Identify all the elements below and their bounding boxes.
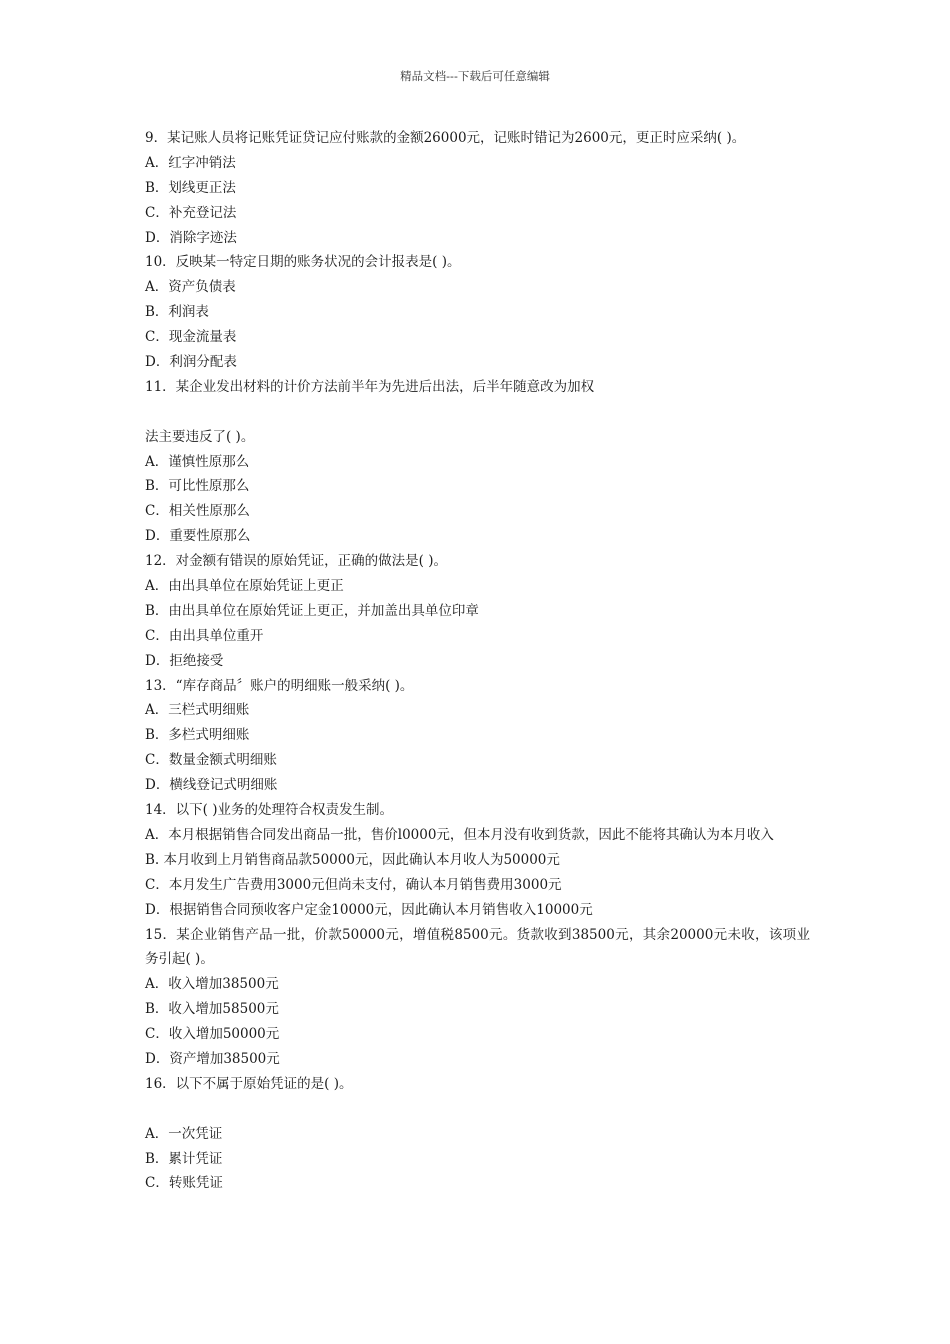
text-line: A．收入增加38500元 [145,976,279,993]
text-line: C．由出具单位重开 [145,627,264,644]
text-line: B．累计凭证 [145,1150,223,1167]
text-line: 14．以下( )业务的处理符合权责发生制。 [145,802,394,819]
text-line: B．划线更正法 [145,179,236,196]
text-line: B．可比性原那么 [145,478,250,495]
text-line: A．由出具单位在原始凭证上更正 [145,578,344,595]
text-line: A．一次凭证 [145,1125,223,1142]
text-line: B．利润表 [145,304,209,321]
text-line: C．转账凭证 [145,1175,223,1192]
text-line: 法主要违反了( )。 [145,428,255,445]
text-line: D．拒绝接受 [145,652,224,669]
page-header: 精品文档---下载后可任意编辑 [400,69,550,83]
text-line: D．横线登记式明细账 [145,777,278,794]
text-line: D．重要性原那么 [145,528,251,545]
text-line: D．根据销售合同预收客户定金10000元，因此确认本月销售收入10000元 [145,901,593,918]
text-line: D．消除字迹法 [145,229,237,246]
text-line: 16．以下不属于原始凭证的是( )。 [145,1075,353,1092]
text-line: 15．某企业销售产品一批，价款50000元，增值税8500元。货款收到38500元，其余20000元未收，该项业务引起( )。 [145,926,810,968]
text-line: C．现金流量表 [145,329,237,346]
text-line: 13．“库存商品〞账户的明细账一般采纳( )。 [145,677,414,694]
text-line: 12．对金额有错误的原始凭证，正确的做法是( )。 [145,553,448,570]
text-line: D．资产增加38500元 [145,1051,280,1067]
text-line: 11．某企业发出材料的计价方法前半年为先进后出法，后半年随意改为加权 [145,378,595,395]
text-line: A．本月根据销售合同发出商品一批，售价l0000元，但本月没有收到货款，因此不能将其确认为本月收入 [145,826,774,843]
text-line: B．多栏式明细账 [145,727,250,744]
text-line: A．红字冲销法 [145,154,236,171]
text-line: A．三栏式明细账 [145,702,250,719]
text-line: C．相关性原那么 [145,503,250,520]
document-body [145,126,810,1196]
text-line: B. 本月收到上月销售商品款50000元，因此确认本月收人为50000元 [145,851,560,868]
text-line: B．由出具单位在原始凭证上更正，并加盖出具单位印章 [145,602,479,619]
text-line: 9．某记账人员将记账凭证贷记应付账款的金额26000元，记账时错记为2600元，更正时应采纳( )。 [145,130,746,146]
text-line: C．收入增加50000元 [145,1026,280,1043]
text-line: D．利润分配表 [145,354,237,371]
text-line: A．资产负债表 [145,279,236,296]
text-line: C．本月发生广告费用3000元但尚未支付，确认本月销售费用3000元 [145,876,562,893]
blank-line [145,1097,810,1122]
text-line: B．收入增加58500元 [145,1001,279,1018]
text-line: 10．反映某一特定日期的账务状况的会计报表是( )。 [145,254,461,271]
text-line: C．补充登记法 [145,204,237,221]
blank-line [145,400,810,425]
text-line: C．数量金额式明细账 [145,752,277,769]
text-line: A．谨慎性原那么 [145,453,250,470]
